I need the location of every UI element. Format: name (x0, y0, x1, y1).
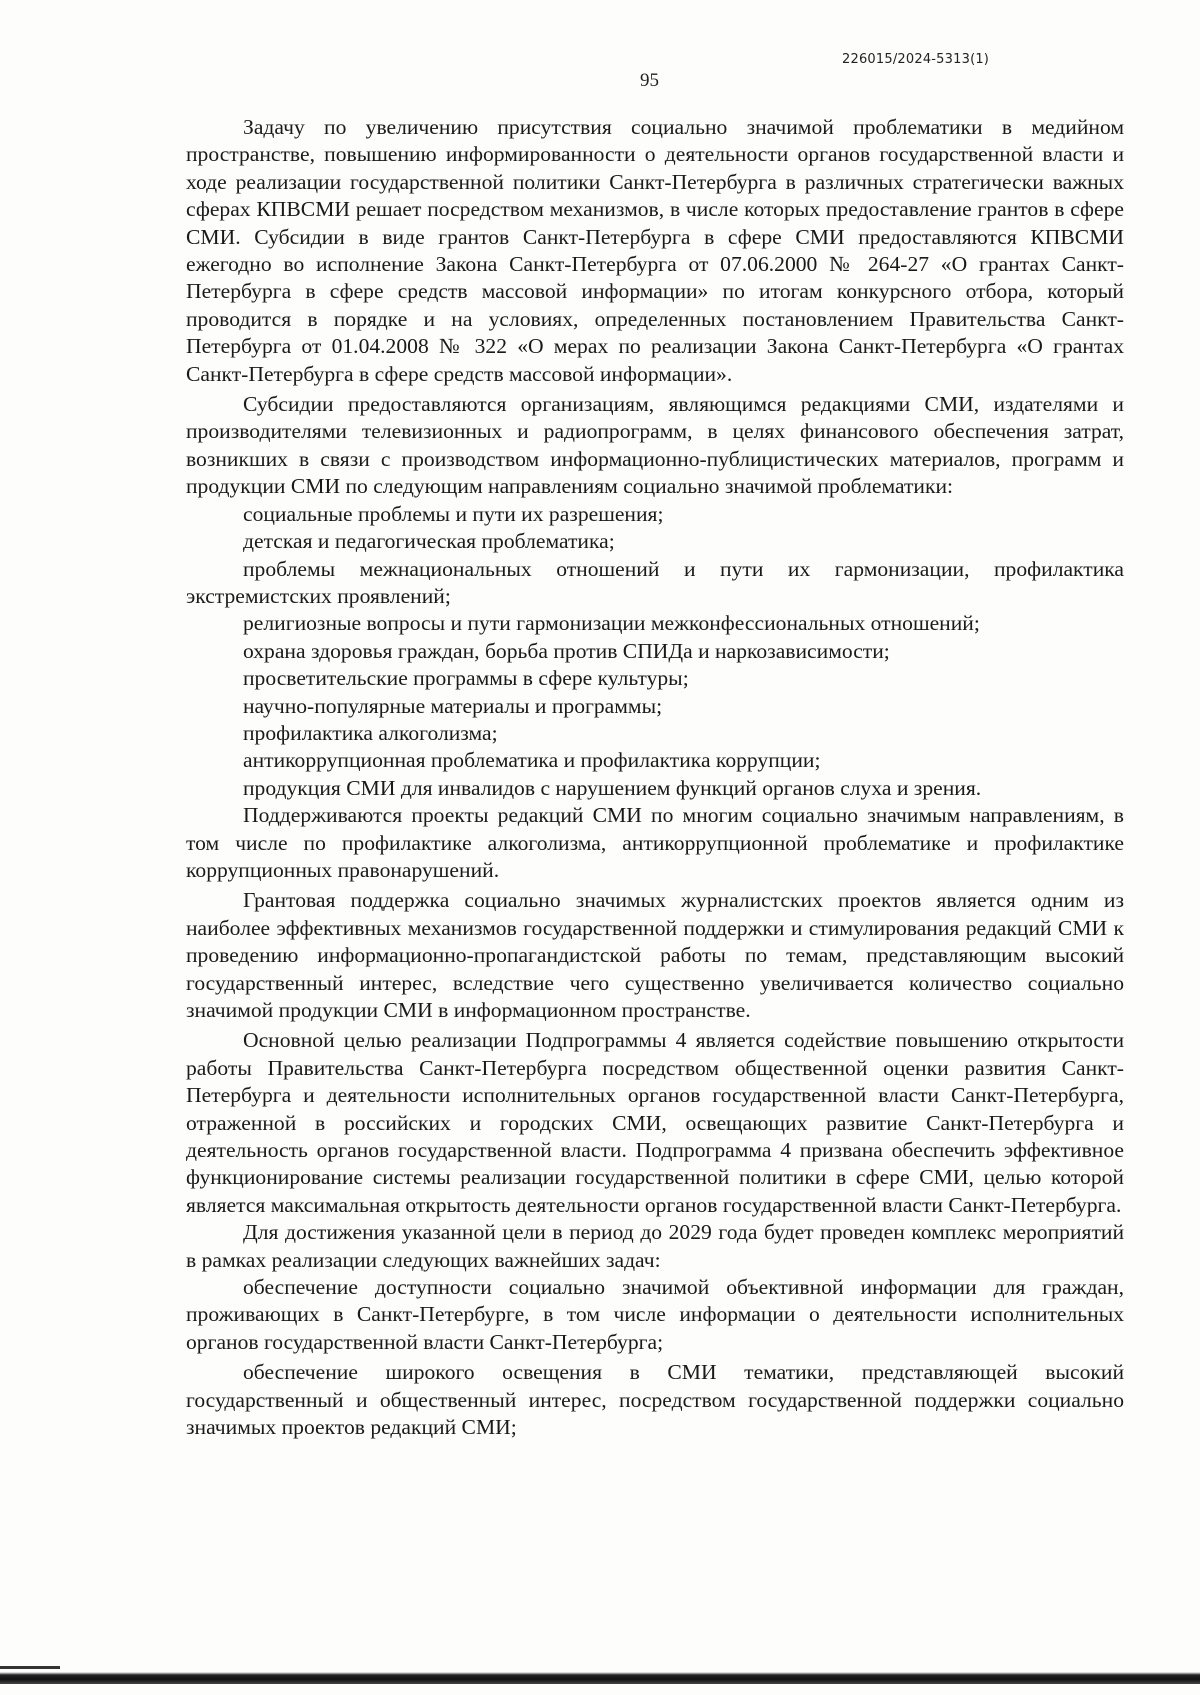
list-item: социальные проблемы и пути их разрешения; (243, 501, 664, 526)
document-body (186, 114, 1124, 1442)
paragraph-supported-projects: Поддерживаются проекты редакций СМИ по многим социально значимым направлениям, в том числе по профилактике алкоголизма, антикоррупционной проблематике и профилактике коррупционных правонарушений. (186, 803, 1124, 882)
scan-artifact (0, 1666, 60, 1669)
list-item: обеспечение доступности социально значимой объективной информации для граждан, проживающих в Санкт-Петербурге, в том числе информации о деятельности исполнительных органов государственной власти Санкт-Петербурга; (186, 1275, 1124, 1354)
list-item: антикоррупционная проблематика и профилактика коррупции; (243, 748, 821, 773)
paragraph-grant-task: Задачу по увеличению присутствия социально значимой проблематики в медийном пространстве, повышению информированности о деятельности органов государственной власти и ходе реализации государственной политики Санкт-Петербурга в различных стратегически важных сферах КПВСМИ решает посредством механизмов, в числе которых предоставление грантов в сфере СМИ. Субсидии в виде грантов Санкт-Петербурга в сфере СМИ предоставляются КПВСМИ ежегодно во исполнение Закона Санкт-Петербурга от 07.06.2000 № 264-27 «О грантах Санкт-Петербурга в сфере средств массовой информации» по итогам конкурсного отбора, который проводится в порядке и на условиях, определенных постановлением Правительства Санкт-Петербурга от 01.04.2008 № 322 «О мерах по реализации Закона Санкт-Петербурга «О грантах Санкт-Петербурга в сфере средств массовой информации». (186, 115, 1124, 386)
list-item: профилактика алкоголизма; (243, 720, 498, 745)
paragraph-grant-support: Грантовая поддержка социально значимых журналистских проектов является одним из наиболее эффективных механизмов государственной поддержки и стимулирования редакций СМИ к проведению информационно-пропагандистской работы по темам, представляющим высокий государственный интерес, вследствие чего существенно увеличивается количество социально значимой продукции СМИ в информационном пространстве. (186, 888, 1124, 1022)
document-id: 226015/2024-5313(1) (842, 52, 990, 67)
list-item: обеспечение широкого освещения в СМИ тематики, представляющей высокий государственный и общественный интерес, посредством государственной поддержки социально значимых проектов редакций СМИ; (186, 1360, 1124, 1440)
paragraph-main-goal: Основной целью реализации Подпрограммы 4 является содействие повышению открытости работы Правительства Санкт-Петербурга посредством общественной оценки развития Санкт-Петербурга и деятельности исполнительных органов государственной власти Санкт-Петербурга, отраженной в российских и городских СМИ, освещающих развитие Санкт-Петербурга и деятельность органов государственной власти. Подпрограмма 4 призвана обеспечить эффективное функционирование системы реализации государственной политики в сфере СМИ, целью которой является максимальная открытость деятельности органов государственной власти Санкт-Петербурга. (186, 1028, 1124, 1217)
list-item: проблемы межнациональных отношений и пути их гармонизации, профилактика экстремистских проявлений; (186, 556, 1124, 608)
page-number: 95 (640, 70, 659, 91)
scan-bottom-edge (0, 1672, 1200, 1684)
list-item: охрана здоровья граждан, борьба против СПИДа и наркозависимости; (243, 638, 890, 663)
list-item: просветительские программы в сфере культуры; (243, 666, 689, 691)
paragraph-goal-achievement: Для достижения указанной цели в период до 2029 года будет проведен комплекс мероприятий в рамках реализации следующих важнейших задач: (186, 1220, 1124, 1272)
list-item: религиозные вопросы и пути гармонизации межконфессиональных отношений; (243, 611, 980, 636)
paragraph-subsidies: Субсидии предоставляются организациям, являющимся редакциями СМИ, издателями и производителями телевизионных и радиопрограмм, в целях финансового обеспечения затрат, возникших в связи с производством информационно-публицистических материалов, программ и продукции СМИ по следующим направлениям социально значимой проблематики: (186, 392, 1124, 499)
list-item: детская и педагогическая проблематика; (243, 529, 615, 554)
list-item: продукция СМИ для инвалидов с нарушением функций органов слуха и зрения. (243, 775, 982, 800)
list-item: научно-популярные материалы и программы; (243, 693, 663, 718)
